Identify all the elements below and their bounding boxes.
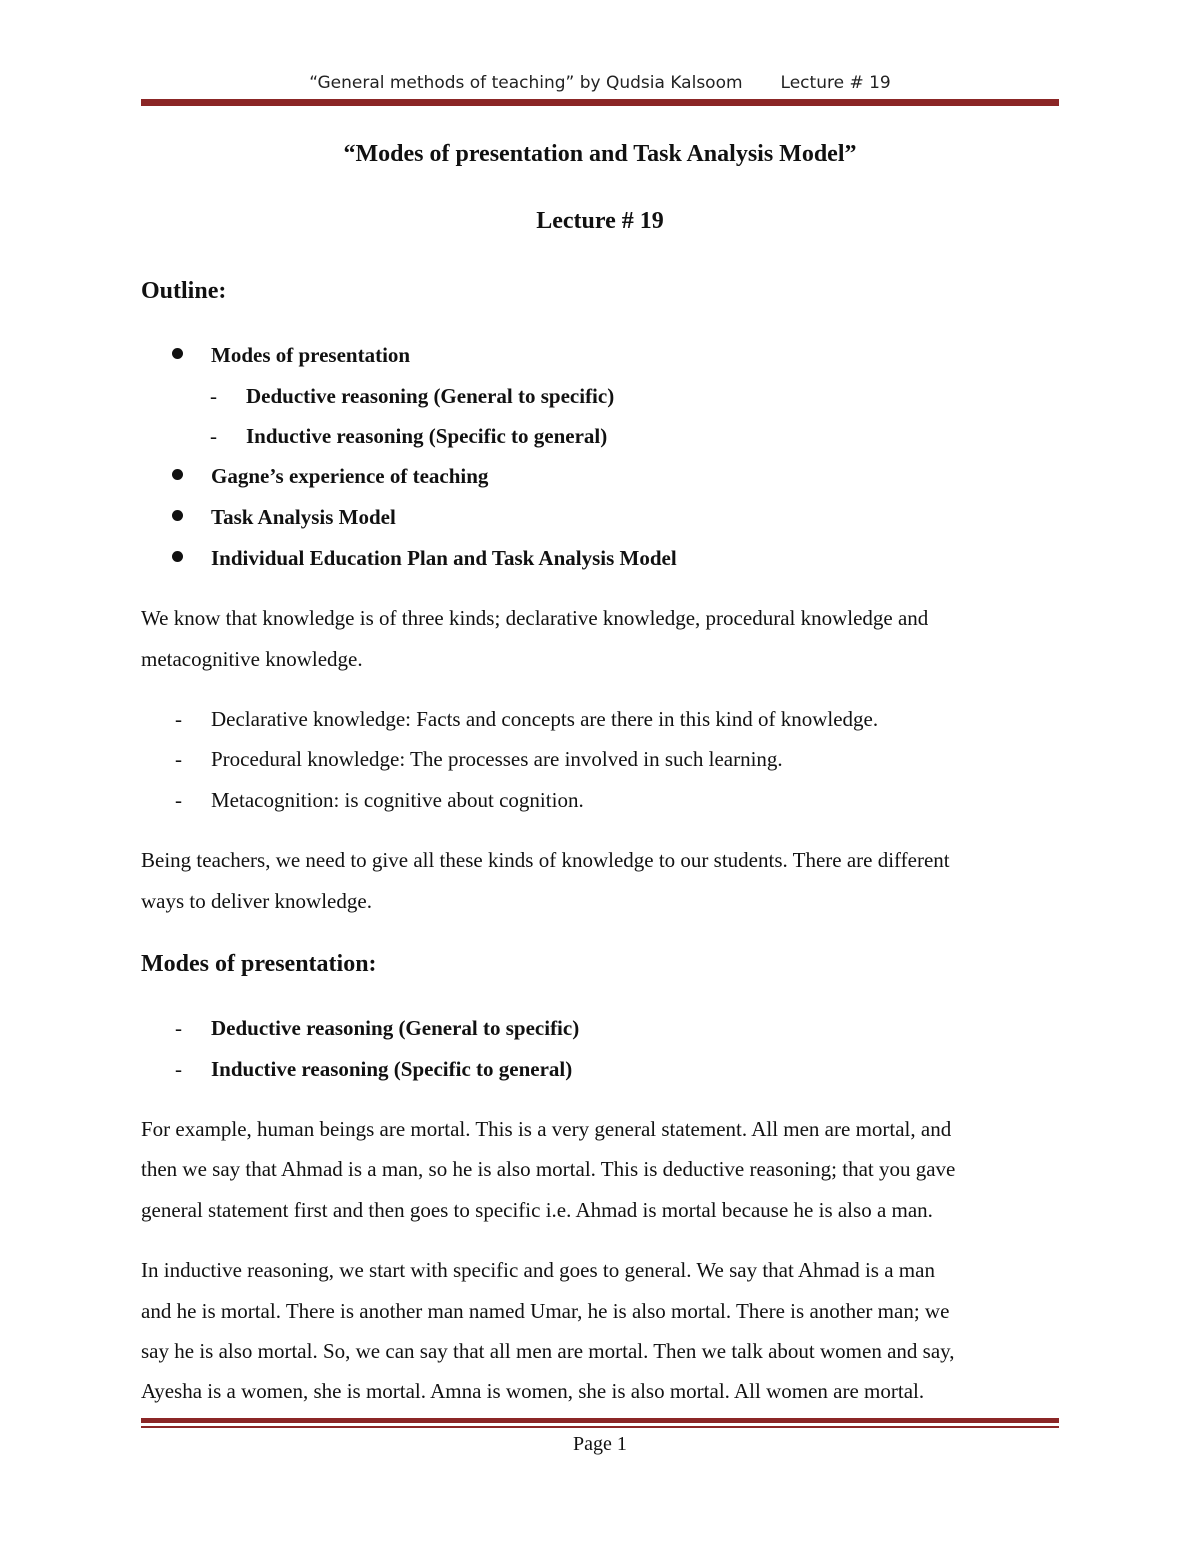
intro-line: metacognitive knowledge. [141, 647, 363, 671]
bullet-icon [172, 551, 183, 562]
modes-item: - Inductive reasoning (Specific to general) [175, 1057, 573, 1081]
example-line: general statement first and then goes to specific i.e. Ahmad is mortal because he is also a man. [141, 1198, 933, 1222]
inductive-line: and he is mortal. There is another man named Umar, he is also mortal. There is another man; we [141, 1299, 950, 1323]
footer-rule-thin [141, 1426, 1059, 1428]
outline-item-label: Modes of presentation [211, 343, 411, 367]
outline-item-label: Gagne’s experience of teaching [211, 464, 489, 488]
modes-item: - Deductive reasoning (General to specific) [175, 1016, 580, 1040]
outline-item [172, 464, 488, 489]
modes-heading: Modes of presentation: [141, 951, 377, 977]
inductive-line: say he is also mortal. So, we can say that all men are mortal. Then we talk about women and say, [141, 1339, 955, 1363]
outline-heading: Outline: [141, 278, 227, 304]
outline-item-label: Individual Education Plan and Task Analysis Model [211, 546, 677, 570]
header-course: “General methods of teaching” by Qudsia Kalsoom [309, 73, 743, 93]
page-number: Page 1 [573, 1433, 627, 1455]
outline-item [172, 546, 677, 571]
knowledge-item: - Declarative knowledge: Facts and concepts are there in this kind of knowledge. [175, 707, 879, 731]
outline-subitem-label: Deductive reasoning (General to specific) [246, 384, 615, 408]
inductive-line: In inductive reasoning, we start with specific and goes to general. We say that Ahmad is a man [141, 1258, 935, 1282]
knowledge-item: - Metacognition: is cognitive about cognition. [175, 788, 584, 812]
document-title: “Modes of presentation and Task Analysis Model” [343, 141, 857, 167]
teachers-line: Being teachers, we need to give all these kinds of knowledge to our students. There are different [141, 848, 950, 872]
bullet-icon [172, 510, 183, 521]
inductive-line: Ayesha is a women, she is mortal. Amna is women, she is also mortal. All women are mortal. [141, 1379, 925, 1403]
bullet-icon [172, 348, 183, 359]
document-subtitle: Lecture # 19 [536, 208, 664, 234]
modes-item-label: Deductive reasoning (General to specific) [211, 1016, 580, 1040]
knowledge-item-label: Metacognition: is cognitive about cognition. [211, 788, 584, 812]
outline-subitem-label: Inductive reasoning (Specific to general) [246, 424, 608, 448]
example-line: then we say that Ahmad is a man, so he is also mortal. This is deductive reasoning; that you gave [141, 1157, 956, 1181]
header-lecture: Lecture # 19 [780, 73, 891, 93]
teachers-line: ways to deliver knowledge. [141, 889, 372, 913]
example-line: For example, human beings are mortal. This is a very general statement. All men are mortal, and [141, 1117, 952, 1141]
header-rule [141, 99, 1059, 106]
knowledge-item-label: Procedural knowledge: The processes are involved in such learning. [211, 747, 783, 771]
outline-subitem: - Deductive reasoning (General to specific) [210, 384, 615, 408]
page-header [0, 73, 1200, 93]
outline-subitem: - Inductive reasoning (Specific to general) [210, 424, 608, 448]
knowledge-item-label: Declarative knowledge: Facts and concepts are there in this kind of knowledge. [211, 707, 879, 731]
outline-item [172, 505, 396, 530]
footer-rule [141, 1418, 1059, 1423]
outline-item-label: Task Analysis Model [211, 505, 396, 529]
intro-line: We know that knowledge is of three kinds; declarative knowledge, procedural knowledge and [141, 606, 929, 630]
knowledge-item: - Procedural knowledge: The processes are involved in such learning. [175, 747, 783, 771]
bullet-icon [172, 469, 183, 480]
modes-item-label: Inductive reasoning (Specific to general) [211, 1057, 573, 1081]
outline-item [172, 343, 410, 368]
